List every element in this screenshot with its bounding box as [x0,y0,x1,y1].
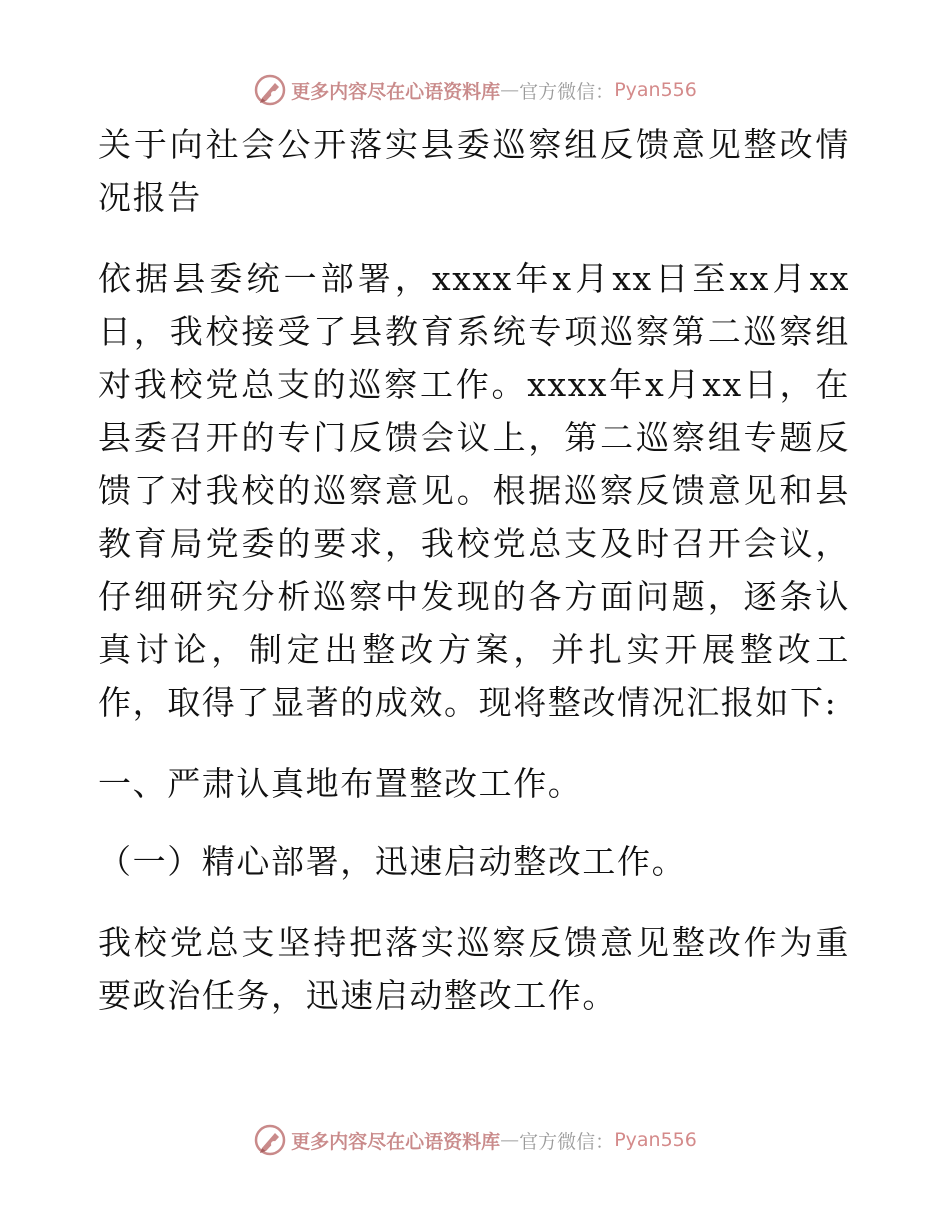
document-body [98,118,850,1022]
watermark-wechat-id: Pyan556 [614,79,697,101]
body-paragraph-1: 我校党总支坚持把落实巡察反馈意见整改作为重要政治任务，迅速启动整改工作。 [98,923,850,1015]
footer-watermark [0,1120,950,1160]
subsection-heading-1: （一）精心部署，迅速启动整改工作。 [98,842,687,881]
watermark-dash: — [500,1129,520,1151]
watermark-dash: — [500,79,520,101]
pen-logo-icon [253,1123,287,1157]
watermark-brand: 更多内容尽在心语资料库 [291,80,501,103]
intro-paragraph: 依据县委统一部署，xxxx年x月xx日至xx月xx日，我校接受了县教育系统专项巡察第二巡察组对我校党总支的巡察工作。xxxx年x月xx日，在县委召开的专门反馈会议上，第二巡察组专题反馈了对我校的巡察意见。根据巡察反馈意见和县教育局党委的要求，我校党总支及时召开会议，仔细研究分析巡察中发现的各方面问题，逐条认真讨论，制定出整改方案，并扎实开展整改工作，取得了显著的成效。现将整改情况汇报如下: [98,259,850,722]
watermark-official-label: 官方微信： [519,80,615,103]
header-watermark [0,70,950,110]
watermark-wechat-id: Pyan556 [614,1129,697,1151]
section-heading-1: 一、严肃认真地布置整改工作。 [98,764,583,803]
pen-logo-icon [253,73,287,107]
watermark-official-label: 官方微信： [519,1130,615,1153]
document-title: 关于向社会公开落实县委巡察组反馈意见整改情况报告 [98,125,850,217]
watermark-brand: 更多内容尽在心语资料库 [291,1130,501,1153]
